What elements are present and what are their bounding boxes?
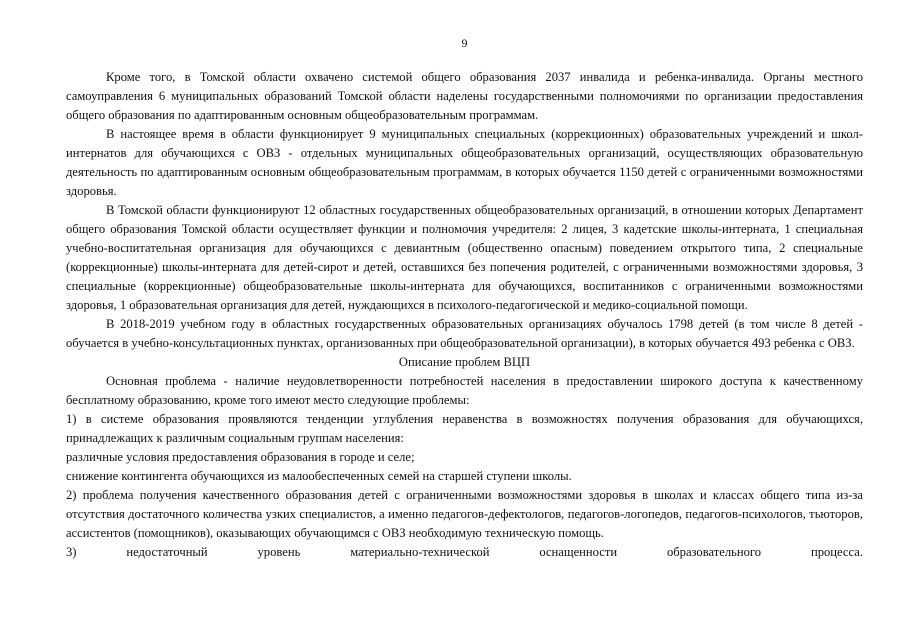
problem-3: 3) недостаточный уровень материально-технической оснащенности образовательного процесса. bbox=[66, 545, 863, 559]
section-heading: Описание проблем ВЦП bbox=[398, 355, 531, 369]
problem-1-item-a: различные условия предоставления образования в городе и селе; bbox=[66, 450, 415, 464]
problems-intro: Основная проблема - наличие неудовлетворенности потребностей населения в предоставлении широкого доступа к качественному бесплатному образованию, кроме того имеют место следующие проблемы: bbox=[66, 374, 863, 407]
paragraph-school-year-stats: В 2018-2019 учебном году в областных государственных образовательных организациях обучалось 1798 детей (в том числе 8 детей - обучается в учебно-консультационных пунктах, организованных при общеобразовательной организации), в которых обучается 493 ребенка с ОВЗ. bbox=[66, 317, 863, 350]
paragraph-regional-organizations: В Томской области функционируют 12 областных государственных общеобразовательных организаций, в отношении которых Департамент общего образования Томской области осуществляет функции и полномочия учредителя: 2 лицея, 3 кадетские школы-интерната, 1 специальная учебно-воспитательная организация для обучающихся с девиантным (общественно опасным) поведением открытого типа, 2 специальные (коррекционные) школы-интерната для детей-сирот и детей, оставшихся без попечения родителей, с ограниченными возможностями здоровья, 3 специальные (коррекционные) общеобразовательные школы-интерната для обучающихся, воспитанников с ограниченными возможностями здоровья, 1 образовательная организация для детей, нуждающихся в психолого-педагогической и медико-социальной помощи. bbox=[66, 203, 863, 312]
paragraph-disabled-students: Кроме того, в Томской области охвачено системой общего образования 2037 инвалида и ребенка-инвалида. Органы местного самоуправления 6 муниципальных образований Томской области наделены государственными полномочиями по организации предоставления общего образования по адаптированным основным общеобразовательным программам. bbox=[66, 70, 863, 122]
problem-1-item-b: снижение контингента обучающихся из малообеспеченных семей на старшей ступени школы. bbox=[66, 469, 572, 483]
problem-2: 2) проблема получения качественного образования детей с ограниченными возможностями здоровья в школах и классах общего типа из-за отсутствия достаточного количества узких специалистов, а именно педагогов-дефектологов, педагогов-логопедов, педагогов-психологов, тьюторов, ассистентов (помощников), оказывающих обучающимся с ОВЗ необходимую техническую помощь. bbox=[66, 488, 863, 540]
paragraph-municipal-schools: В настоящее время в области функционирует 9 муниципальных специальных (коррекционных) образовательных учреждений и школ-интернатов для обучающихся с ОВЗ - отдельных муниципальных общеобразовательных организаций, осуществляющих образовательную деятельность по адаптированным основным общеобразовательным программам, в которых обучается 1150 детей с ограниченными возможностями здоровья. bbox=[66, 127, 863, 198]
document-body bbox=[66, 68, 863, 562]
page-number: 9 bbox=[461, 36, 468, 50]
problem-1: 1) в системе образования проявляются тенденции углубления неравенства в возможностях получения образования для обучающихся, принадлежащих к различным социальным группам населения: bbox=[66, 412, 863, 445]
